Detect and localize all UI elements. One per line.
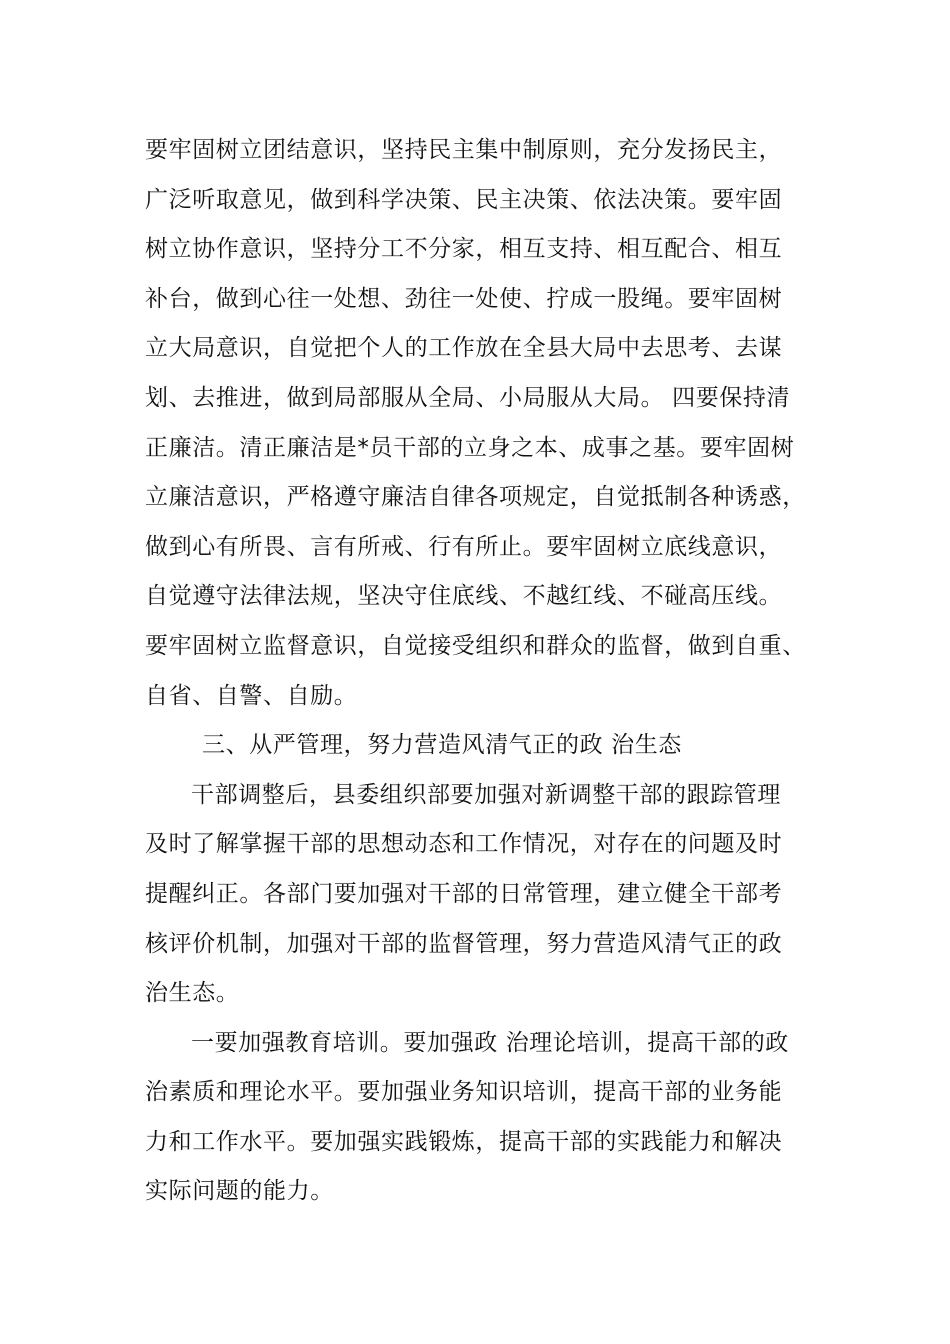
text-line: 做到心有所畏、言有所戒、行有所止。要牢固树立底线意识， [145, 533, 783, 560]
text-line: 自觉遵守法律法规，坚决守住底线、不越红线、不碰高压线。 [145, 583, 783, 610]
paragraph-first-line: 一要加强教育培训。要加强政 治理论培训，提高干部的政 [191, 1029, 789, 1056]
text-line: 自省、自警、自励。 [145, 682, 358, 709]
text-line: 核评价机制，加强对干部的监督管理，努力营造风清气正的政 [145, 930, 783, 957]
text-line: 补台，做到心往一处想、劲往一处使、拧成一股绳。要牢固树 [145, 285, 783, 312]
text-line: 立大局意识，自觉把个人的工作放在全县大局中去思考、去谋 [145, 335, 783, 362]
section-heading: 三、从严管理，努力营造风清气正的政 治生态 [202, 732, 682, 759]
text-line: 立廉洁意识，严格遵守廉洁自律各项规定，自觉抵制各种诱惑， [145, 484, 806, 511]
text-line: 划、去推进，做到局部服从全局、小局服从大局。 四要保持清 [145, 384, 791, 411]
text-line: 治生态。 [145, 980, 240, 1007]
text-line: 提醒纠正。各部门要加强对干部的日常管理，建立健全干部考 [145, 880, 783, 907]
text-line: 治素质和理论水平。要加强业务知识培训，提高干部的业务能 [145, 1079, 783, 1106]
text-line: 树立协作意识，坚持分工不分家，相互支持、相互配合、相互 [145, 236, 783, 263]
text-line: 力和工作水平。要加强实践锻炼，提高干部的实践能力和解决 [145, 1128, 783, 1155]
text-line: 正廉洁。清正廉洁是*员干部的立身之本、成事之基。要牢固树 [145, 434, 795, 461]
text-line: 要牢固树立监督意识，自觉接受组织和群众的监督，做到自重、 [145, 632, 806, 659]
paragraph-first-line: 干部调整后，县委组织部要加强对新调整干部的跟踪管理 [191, 781, 781, 808]
text-line: 及时了解掌握干部的思想动态和工作情况，对存在的问题及时 [145, 831, 783, 858]
text-line: 广泛听取意见，做到科学决策、民主决策、依法决策。要牢固 [145, 186, 783, 213]
document-body [145, 126, 845, 1217]
text-line: 实际问题的能力。 [145, 1178, 334, 1205]
text-line: 要牢固树立团结意识，坚持民主集中制原则，充分发扬民主， [145, 137, 783, 163]
